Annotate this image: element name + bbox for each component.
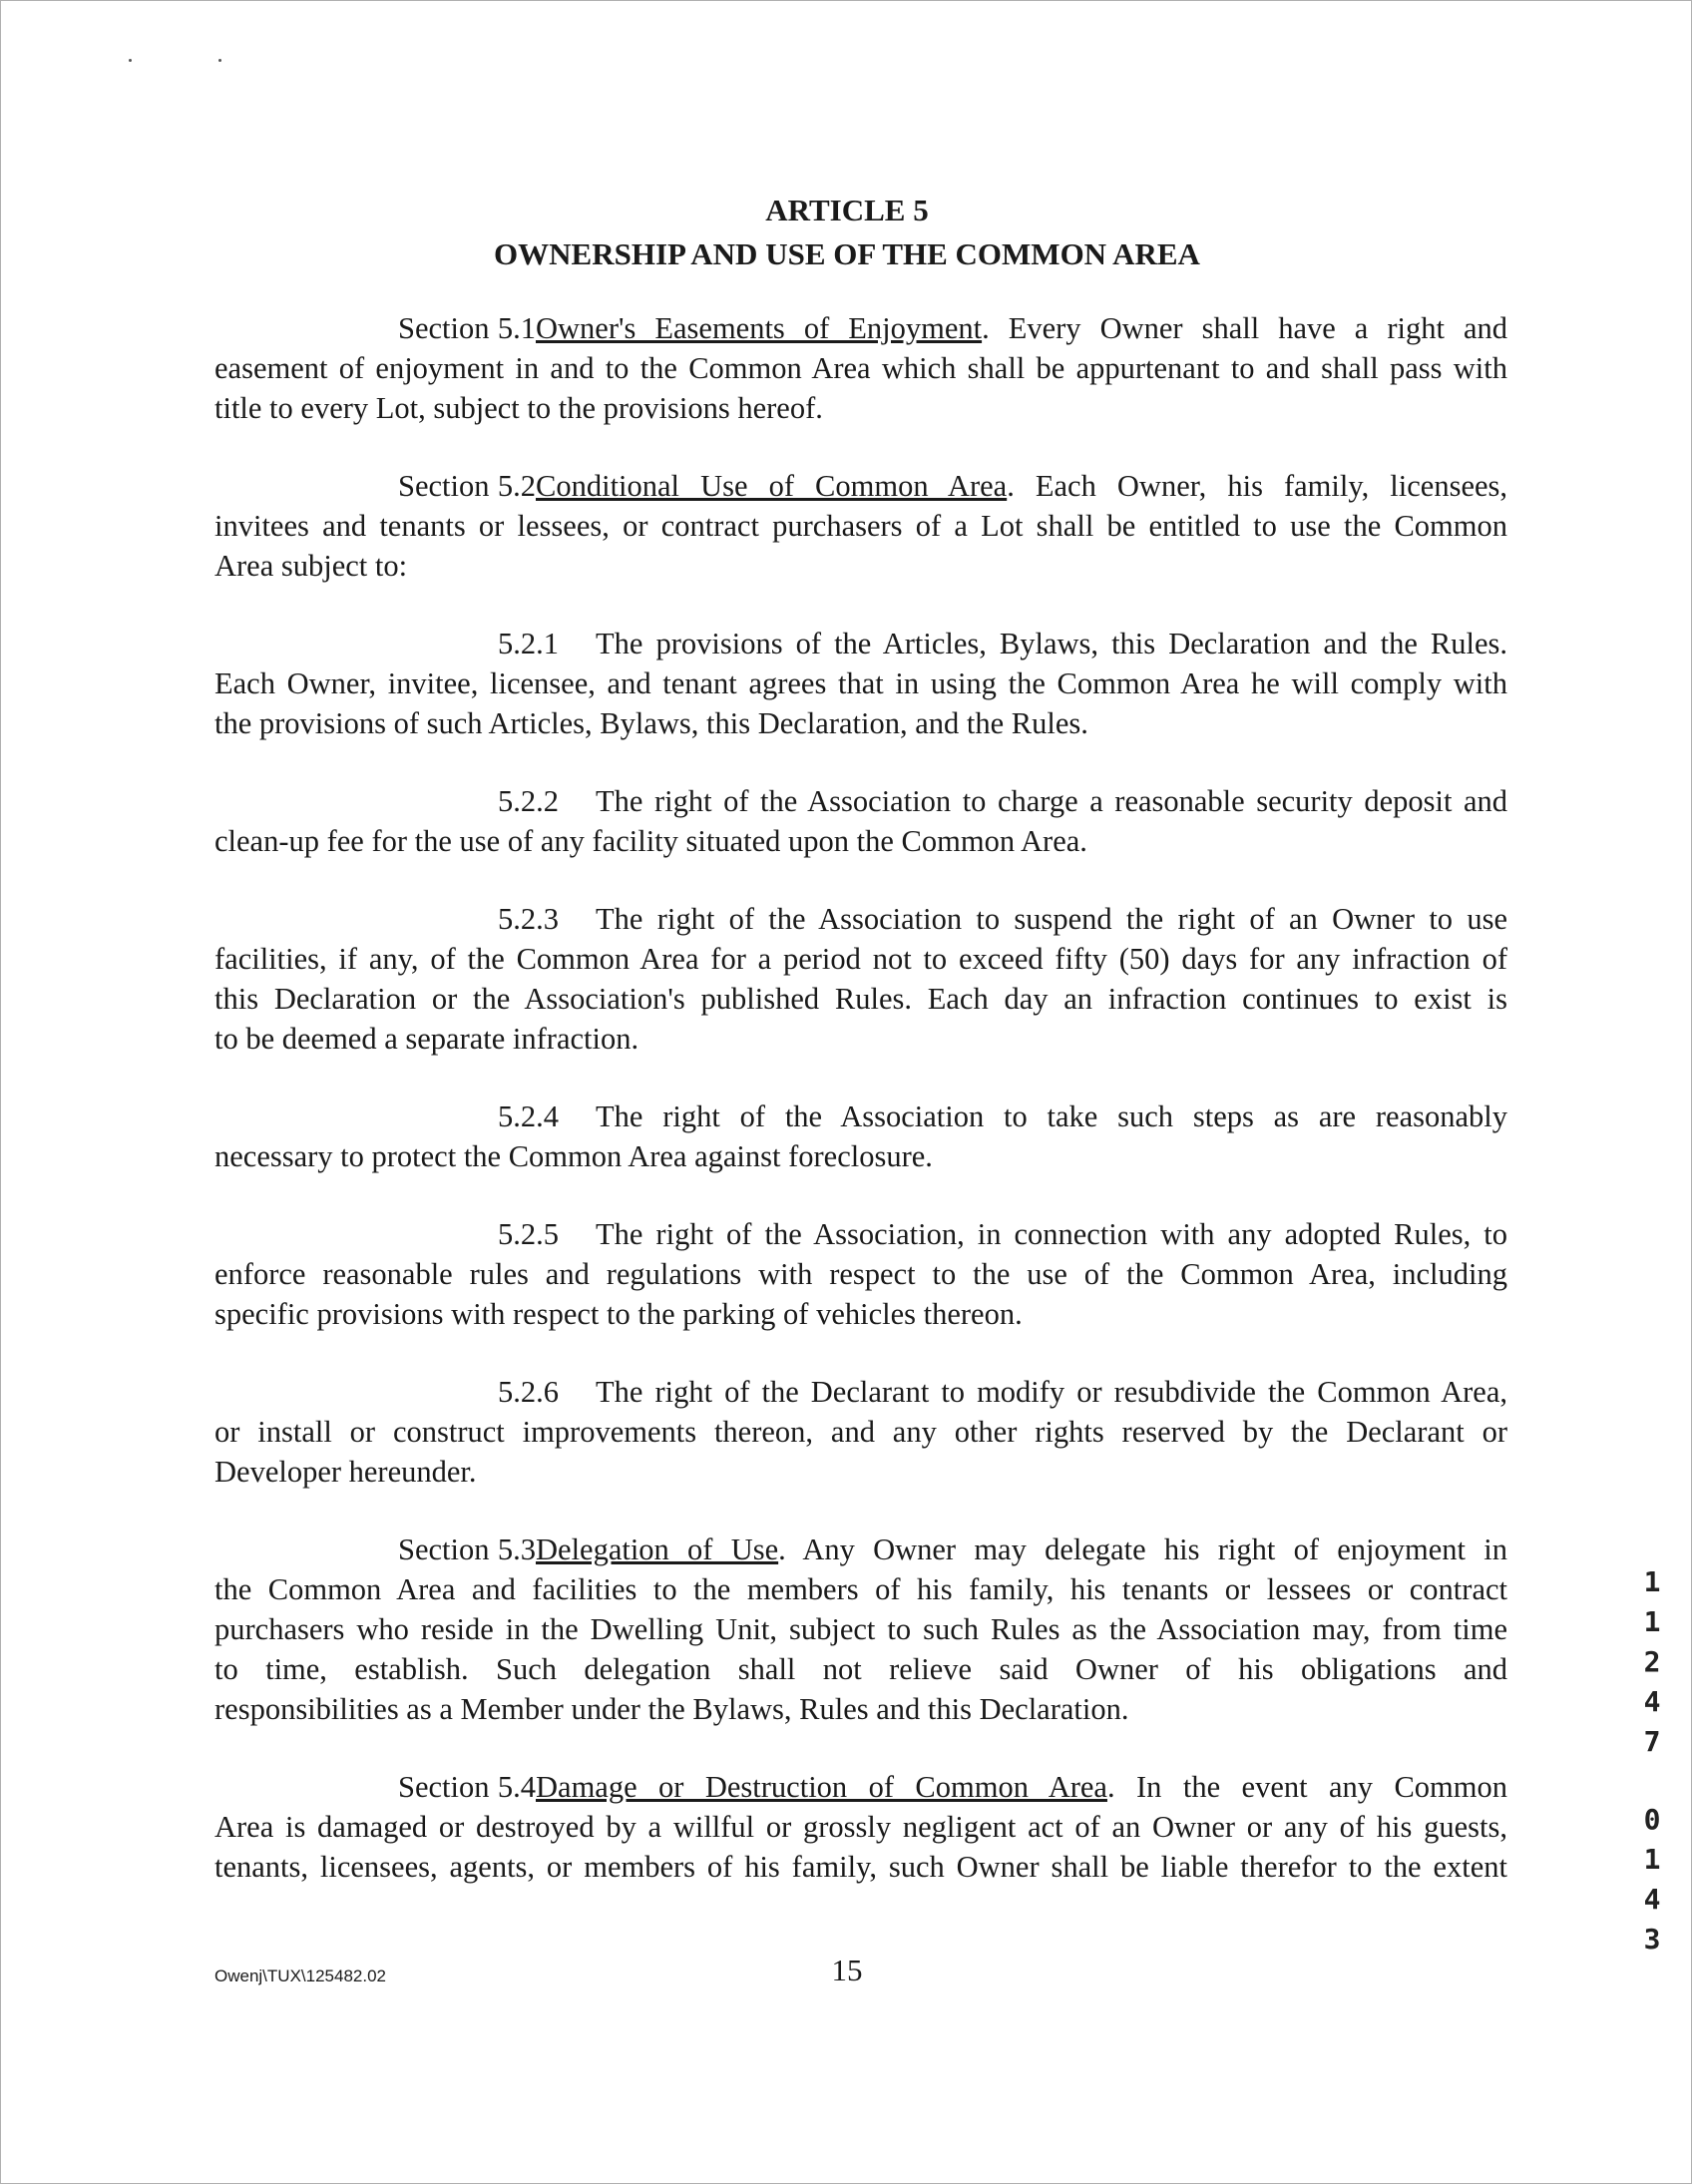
section-text-line: . Any Owner may delegate his right of enjoyment in — [778, 1532, 1507, 1566]
article-heading — [1, 189, 1692, 276]
subsection-text-line: facilities, if any, of the Common Area for a period not to exceed fifty (50) days for any infraction of — [214, 942, 1507, 976]
section-text-line: easement of enjoyment in and to the Common Area which shall be appurtenant to and shall pass with — [214, 351, 1507, 385]
document-body — [214, 308, 1507, 1925]
subsection-text-line: or install or construct improvements thereon, and any other rights reserved by the Declarant or — [214, 1415, 1507, 1449]
subsection-text-line: the provisions of such Articles, Bylaws, this Declaration, and the Rules. — [214, 706, 1088, 740]
stamp-digit: 2 — [1643, 1645, 1661, 1678]
subsection-text-line: clean-up fee for the use of any facility situated upon the Common Area. — [214, 824, 1087, 858]
subsection-text-line: enforce reasonable rules and regulations with respect to the use of the Common Area, including — [214, 1257, 1507, 1291]
stamp-digit: 1 — [1643, 1843, 1661, 1876]
section-title: Damage or Destruction of Common Area — [536, 1770, 1107, 1804]
section-title: Conditional Use of Common Area — [536, 469, 1008, 503]
page-number: 15 — [831, 1953, 863, 1987]
scan-speck — [218, 59, 221, 62]
section-text-line: Area is damaged or destroyed by a willful or grossly negligent act of an Owner or any of his guests, — [214, 1810, 1507, 1844]
section-title: Delegation of Use — [536, 1532, 779, 1566]
subsection-5-2-5 — [214, 1214, 1507, 1334]
subsection-text-line: The provisions of the Articles, Bylaws, this Declaration and the Rules. — [596, 627, 1507, 660]
section-text-line: . Every Owner shall have a right and — [982, 311, 1507, 345]
scan-speck — [129, 59, 132, 62]
section-text-line: to time, establish. Such delegation shall not relieve said Owner of his obligations and — [214, 1652, 1507, 1686]
section-text-line: purchasers who reside in the Dwelling Unit, subject to such Rules as the Association may, from time — [214, 1612, 1507, 1646]
subsection-text-line: The right of the Association to suspend the right of an Owner to use — [596, 902, 1507, 936]
section-text-line: Area subject to: — [214, 549, 408, 583]
stamp-digit: 3 — [1643, 1923, 1661, 1956]
section-text-line: responsibilities as a Member under the Bylaws, Rules and this Declaration. — [214, 1692, 1129, 1726]
subsection-text-line: Each Owner, invitee, licensee, and tenant agrees that in using the Common Area he will comply with — [214, 666, 1507, 700]
subsection-text-line: to be deemed a separate infraction. — [214, 1022, 639, 1056]
subsection-5-2-4 — [214, 1096, 1507, 1176]
section-5-1 — [214, 308, 1507, 428]
subsection-text-line: necessary to protect the Common Area against foreclosure. — [214, 1139, 933, 1173]
section-text-line: title to every Lot, subject to the provisions hereof. — [214, 391, 823, 425]
section-5-3 — [214, 1529, 1507, 1729]
subsection-number: 5.2.1 — [498, 627, 559, 660]
section-text-line: invitees and tenants or lessees, or contract purchasers of a Lot shall be entitled to use the Common — [214, 509, 1507, 543]
margin-recording-stamp — [1642, 1562, 1662, 1960]
section-text-line: . Each Owner, his family, licensees, — [1007, 469, 1508, 503]
section-5-2 — [214, 466, 1507, 586]
section-title: Owner's Easements of Enjoyment — [536, 311, 983, 345]
stamp-digit: 1 — [1643, 1605, 1661, 1638]
subsection-number: 5.2.5 — [498, 1217, 559, 1251]
subsection-text-line: The right of the Association, in connection with any adopted Rules, to — [596, 1217, 1507, 1251]
subsection-text-line: The right of the Association to take such steps as are reasonably — [596, 1099, 1507, 1133]
section-text-line: the Common Area and facilities to the members of his family, his tenants or lessees or contract — [214, 1572, 1507, 1606]
section-number: Section 5.3 — [398, 1532, 536, 1566]
article-title: OWNERSHIP AND USE OF THE COMMON AREA — [494, 236, 1200, 271]
section-number: Section 5.2 — [398, 469, 536, 503]
section-number: Section 5.1 — [398, 311, 536, 345]
subsection-5-2-2 — [214, 781, 1507, 861]
subsection-5-2-6 — [214, 1372, 1507, 1492]
subsection-text-line: specific provisions with respect to the parking of vehicles thereon. — [214, 1297, 1023, 1331]
section-number: Section 5.4 — [398, 1770, 536, 1804]
section-text-line: . In the event any Common — [1106, 1770, 1508, 1804]
article-number: ARTICLE 5 — [765, 193, 929, 227]
stamp-digit: 4 — [1643, 1883, 1661, 1916]
stamp-digit: 7 — [1643, 1725, 1661, 1758]
subsection-text-line: The right of the Association to charge a reasonable security deposit and — [596, 784, 1507, 818]
section-text-line: tenants, licensees, agents, or members of his family, such Owner shall be liable therefor to the extent — [214, 1850, 1507, 1884]
stamp-digit: 0 — [1643, 1803, 1661, 1836]
subsection-text-line: The right of the Declarant to modify or resubdivide the Common Area, — [596, 1375, 1507, 1409]
stamp-digit: 1 — [1643, 1565, 1661, 1598]
section-5-4 — [214, 1767, 1507, 1887]
subsection-5-2-1 — [214, 624, 1507, 743]
stamp-digit: 4 — [1643, 1685, 1661, 1718]
subsection-number: 5.2.4 — [498, 1099, 559, 1133]
subsection-number: 5.2.3 — [498, 902, 559, 936]
subsection-5-2-3 — [214, 899, 1507, 1059]
document-id: Owenj\TUX\125482.02 — [214, 1966, 386, 1985]
subsection-number: 5.2.2 — [498, 784, 559, 818]
subsection-number: 5.2.6 — [498, 1375, 559, 1409]
subsection-text-line: this Declaration or the Association's published Rules. Each day an infraction continues to exist is — [214, 982, 1507, 1016]
subsection-text-line: Developer hereunder. — [214, 1455, 477, 1489]
